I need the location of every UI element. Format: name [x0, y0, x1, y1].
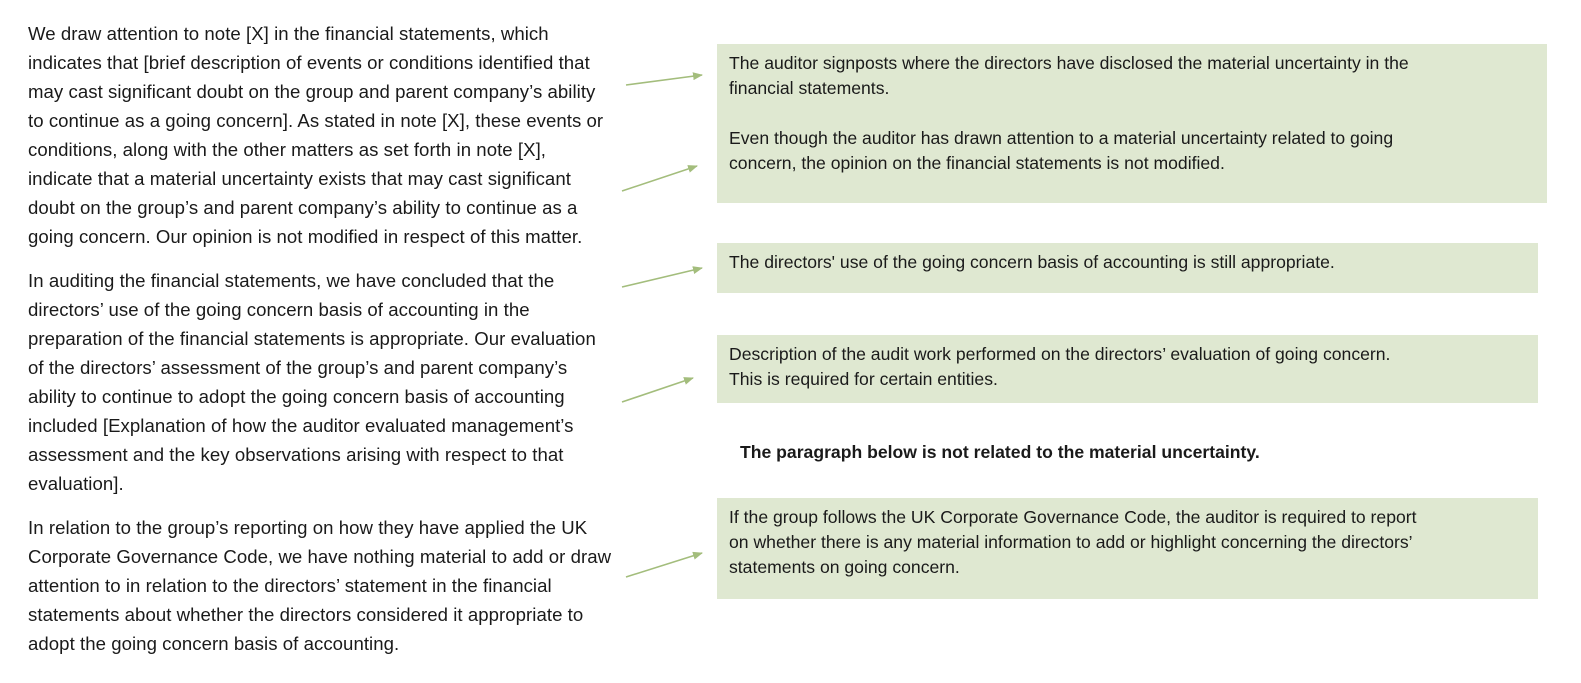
arrow-not-modified	[622, 166, 697, 191]
separator-note: The paragraph below is not related to the material uncertainty.	[740, 442, 1260, 462]
annotation-basis-appropriate: The directors' use of the going concern basis of accounting is still appropriate.	[729, 252, 1335, 272]
annotation-audit-work: Description of the audit work performed on the directors’ evaluation of going concern. This is required for certain entities.	[729, 344, 1391, 389]
arrow-signpost	[626, 75, 702, 85]
annotation-governance-code: If the group follows the UK Corporate Governance Code, the auditor is required to report on whether there is any material information to add or highlight concerning the directors’ statements on going concern.	[729, 507, 1417, 577]
report-paragraph-material-uncertainty: We draw attention to note [X] in the financial statements, which indicates that [brief description of events or conditions identified that may cast significant doubt on the group and parent company’s ability to continue as a going concern]. As stated in note [X], these events or conditions, along with the other matters as set forth in note [X], indicate that a material uncertainty exists that may cast significant doubt on the group’s and parent company’s ability to continue as a going concern. Our opinion is not modified in respect of this matter.	[28, 23, 604, 247]
arrow-audit-work	[622, 378, 693, 402]
arrow-governance-code	[626, 553, 702, 577]
report-paragraph-governance-code: In relation to the group’s reporting on how they have applied the UK Corporate Governance Code, we have nothing material to add or draw attention to in relation to the directors’ statement in the financial statements about whether the directors considered it appropriate to adopt the going concern basis of accounting.	[28, 517, 612, 654]
arrow-basis-appropriate	[622, 268, 702, 287]
annotation-signpost: The auditor signposts where the directors have disclosed the material uncertainty in the financial statements.	[729, 53, 1409, 98]
annotation-not-modified: Even though the auditor has drawn attention to a material uncertainty related to going concern, the opinion on the financial statements is not modified.	[729, 128, 1394, 173]
report-paragraph-going-concern-basis: In auditing the financial statements, we have concluded that the directors’ use of the going concern basis of accounting in the preparation of the financial statements is appropriate. Our evaluation of the directors’ assessment of the group’s and parent company’s ability to continue to adopt the going concern basis of accounting included [Explanation of how the auditor evaluated management’s assessment and the key observations arising with respect to that evaluation].	[28, 270, 596, 494]
